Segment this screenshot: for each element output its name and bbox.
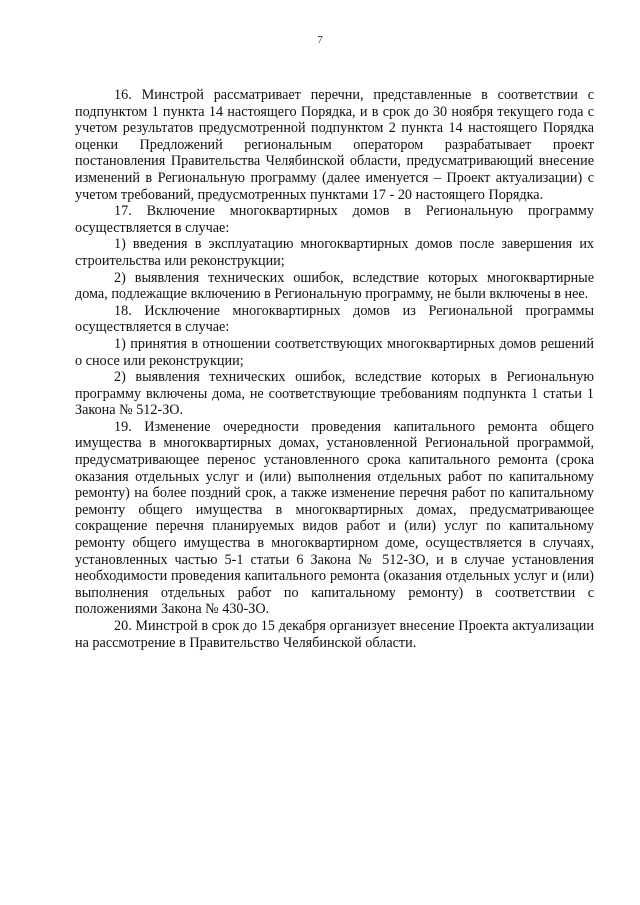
paragraph-16: 16. Минстрой рассматривает перечни, представленные в соответствии с подпунктом 1 пункта 14 настоящего Порядка, и в срок до 30 ноября текущего года с учетом результатов предусмотренной подпунктом 2 пункта 14 настоящего Порядка оценки Предложений региональным оператором разрабатывает проект постановления Правительства Челябинской области, предусматривающий внесение изменений в Региональную программу (далее именуется – Проект актуализации) с учетом требований, предусмотренных пунктами 17 - 20 настоящего Порядка. (75, 87, 594, 203)
paragraph-17-item-2: 2) выявления технических ошибок, вследствие которых многоквартирные дома, подлежащие включению в Региональную программу, не были включены в нее. (75, 269, 594, 303)
paragraph-19: 19. Изменение очередности проведения капитального ремонта общего имущества в многоквартирных домах, установленной Региональной программой, предусматривающее перенос установленного срока капитального ремонта (срока оказания отдельных услуг и (или) выполнения отдельных работ по капитальному ремонту) на более поздний срок, а также изменение перечня работ по капитальному ремонту общего имущества в многоквартирных домах, предусматривающее сокращение перечня планируемых видов работ и (или) услуг по капитальному ремонту общего имущества в многоквартирном доме, осуществляется в случаях, установленных частью 5-1 статьи 6 Закона № 512-ЗО, и в случае установления необходимости проведения капитального ремонта (оказания отдельных услуг и (или) выполнения отдельных работ по капитальному ремонту) в соответствии с положениями Закона № 430-ЗО. (75, 418, 594, 618)
paragraph-18-item-1: 1) принятия в отношении соответствующих многоквартирных домов решений о сносе или реконструкции; (75, 335, 594, 369)
paragraph-18-item-2: 2) выявления технических ошибок, вследствие которых в Региональную программу включены дома, не соответствующие требованиям подпункта 1 статьи 1 Закона № 512-ЗО. (75, 369, 594, 419)
paragraph-20: 20. Минстрой в срок до 15 декабря организует внесение Проекта актуализации на рассмотрение в Правительство Челябинской области. (75, 618, 594, 651)
page-number: 7 (317, 34, 323, 46)
document-body (75, 87, 594, 651)
paragraph-18: 18. Исключение многоквартирных домов из Региональной программы осуществляется в случае: (75, 302, 594, 336)
paragraph-17: 17. Включение многоквартирных домов в Региональную программу осуществляется в случае: (75, 203, 594, 236)
paragraph-17-item-1: 1) введения в эксплуатацию многоквартирных домов после завершения их строительства или реконструкции; (75, 236, 594, 269)
